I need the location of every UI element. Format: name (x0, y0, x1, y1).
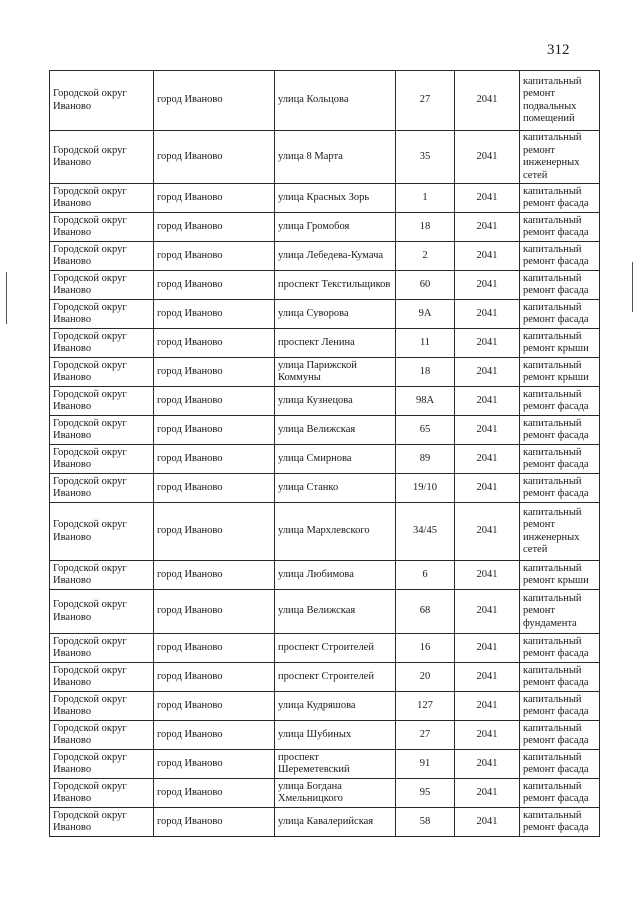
work-type-cell: капитальный ремонт фасада (520, 184, 600, 213)
locality-cell: город Иваново (154, 561, 275, 590)
locality-cell: город Иваново (154, 329, 275, 358)
house-number-cell: 95 (396, 779, 455, 808)
table-row (50, 808, 600, 837)
year-cell: 2041 (455, 358, 520, 387)
work-type-cell: капитальный ремонт фасада (520, 634, 600, 663)
house-number-cell: 91 (396, 750, 455, 779)
municipality-cell: Городской округ Иваново (50, 721, 154, 750)
table-row (50, 300, 600, 329)
work-type-cell: капитальный ремонт фасада (520, 271, 600, 300)
year-cell: 2041 (455, 474, 520, 503)
table-row (50, 663, 600, 692)
municipality-cell: Городской округ Иваново (50, 590, 154, 634)
locality-cell: город Иваново (154, 445, 275, 474)
year-cell: 2041 (455, 634, 520, 663)
house-number-cell: 58 (396, 808, 455, 837)
year-cell: 2041 (455, 300, 520, 329)
house-number-cell: 98А (396, 387, 455, 416)
municipality-cell: Городской округ Иваново (50, 184, 154, 213)
municipality-cell: Городской округ Иваново (50, 692, 154, 721)
street-cell: улица Парижской Коммуны (275, 358, 396, 387)
municipality-cell: Городской округ Иваново (50, 358, 154, 387)
work-type-cell: капитальный ремонт крыши (520, 329, 600, 358)
year-cell: 2041 (455, 271, 520, 300)
municipality-cell: Городской округ Иваново (50, 561, 154, 590)
house-number-cell: 89 (396, 445, 455, 474)
year-cell: 2041 (455, 329, 520, 358)
locality-cell: город Иваново (154, 503, 275, 561)
municipality-cell: Городской округ Иваново (50, 503, 154, 561)
table-row (50, 71, 600, 131)
locality-cell: город Иваново (154, 721, 275, 750)
house-number-cell: 1 (396, 184, 455, 213)
locality-cell: город Иваново (154, 184, 275, 213)
house-number-cell: 35 (396, 131, 455, 184)
locality-cell: город Иваново (154, 779, 275, 808)
street-cell: улица Любимова (275, 561, 396, 590)
street-cell: проспект Строителей (275, 663, 396, 692)
table-row (50, 590, 600, 634)
street-cell: улица Велижская (275, 416, 396, 445)
table-row (50, 634, 600, 663)
table-row (50, 750, 600, 779)
municipality-cell: Городской округ Иваново (50, 300, 154, 329)
locality-cell: город Иваново (154, 808, 275, 837)
table-row (50, 242, 600, 271)
year-cell: 2041 (455, 721, 520, 750)
municipality-cell: Городской округ Иваново (50, 242, 154, 271)
table-row (50, 503, 600, 561)
house-number-cell: 34/45 (396, 503, 455, 561)
work-type-cell: капитальный ремонт крыши (520, 358, 600, 387)
locality-cell: город Иваново (154, 750, 275, 779)
work-type-cell: капитальный ремонт подвальных помещений (520, 71, 600, 131)
street-cell: улица Кавалерийская (275, 808, 396, 837)
locality-cell: город Иваново (154, 213, 275, 242)
year-cell: 2041 (455, 416, 520, 445)
municipality-cell: Городской округ Иваново (50, 329, 154, 358)
work-type-cell: капитальный ремонт инженерных сетей (520, 503, 600, 561)
municipality-cell: Городской округ Иваново (50, 387, 154, 416)
table-row (50, 445, 600, 474)
street-cell: улица Кольцова (275, 71, 396, 131)
street-cell: улица Мархлевского (275, 503, 396, 561)
street-cell: улица Громобоя (275, 213, 396, 242)
work-type-cell: капитальный ремонт фасада (520, 445, 600, 474)
municipality-cell: Городской округ Иваново (50, 416, 154, 445)
table-body (50, 71, 600, 837)
work-type-cell: капитальный ремонт фасада (520, 300, 600, 329)
table-row (50, 184, 600, 213)
year-cell: 2041 (455, 750, 520, 779)
work-type-cell: капитальный ремонт фасада (520, 779, 600, 808)
year-cell: 2041 (455, 503, 520, 561)
year-cell: 2041 (455, 71, 520, 131)
street-cell: улица Шубиных (275, 721, 396, 750)
municipality-cell: Городской округ Иваново (50, 131, 154, 184)
year-cell: 2041 (455, 445, 520, 474)
work-type-cell: капитальный ремонт фасада (520, 750, 600, 779)
street-cell: проспект Строителей (275, 634, 396, 663)
house-number-cell: 127 (396, 692, 455, 721)
street-cell: улица Суворова (275, 300, 396, 329)
page-number: 312 (547, 42, 570, 58)
locality-cell: город Иваново (154, 387, 275, 416)
year-cell: 2041 (455, 131, 520, 184)
municipality-cell: Городской округ Иваново (50, 213, 154, 242)
locality-cell: город Иваново (154, 358, 275, 387)
street-cell: улица Богдана Хмельницкого (275, 779, 396, 808)
scan-edge-mark-right (632, 262, 633, 312)
locality-cell: город Иваново (154, 590, 275, 634)
locality-cell: город Иваново (154, 663, 275, 692)
table-row (50, 721, 600, 750)
street-cell: проспект Ленина (275, 329, 396, 358)
house-number-cell: 20 (396, 663, 455, 692)
street-cell: улица Лебедева-Кумача (275, 242, 396, 271)
year-cell: 2041 (455, 779, 520, 808)
street-cell: улица Кудряшова (275, 692, 396, 721)
street-cell: улица Станко (275, 474, 396, 503)
table-row (50, 213, 600, 242)
street-cell: улица Кузнецова (275, 387, 396, 416)
house-number-cell: 11 (396, 329, 455, 358)
municipality-cell: Городской округ Иваново (50, 634, 154, 663)
municipality-cell: Городской округ Иваново (50, 808, 154, 837)
municipality-cell: Городской округ Иваново (50, 750, 154, 779)
work-type-cell: капитальный ремонт фасада (520, 663, 600, 692)
house-number-cell: 27 (396, 71, 455, 131)
year-cell: 2041 (455, 242, 520, 271)
table-row (50, 131, 600, 184)
house-number-cell: 60 (396, 271, 455, 300)
municipality-cell: Городской округ Иваново (50, 71, 154, 131)
locality-cell: город Иваново (154, 692, 275, 721)
municipality-cell: Городской округ Иваново (50, 779, 154, 808)
house-number-cell: 18 (396, 213, 455, 242)
table-row (50, 474, 600, 503)
table-row (50, 779, 600, 808)
work-type-cell: капитальный ремонт фасада (520, 721, 600, 750)
table-row (50, 692, 600, 721)
year-cell: 2041 (455, 184, 520, 213)
work-type-cell: капитальный ремонт фасада (520, 387, 600, 416)
year-cell: 2041 (455, 590, 520, 634)
locality-cell: город Иваново (154, 634, 275, 663)
table-row (50, 387, 600, 416)
table-row (50, 271, 600, 300)
work-type-cell: капитальный ремонт фасада (520, 213, 600, 242)
locality-cell: город Иваново (154, 416, 275, 445)
street-cell: улица 8 Марта (275, 131, 396, 184)
year-cell: 2041 (455, 213, 520, 242)
house-number-cell: 19/10 (396, 474, 455, 503)
year-cell: 2041 (455, 692, 520, 721)
locality-cell: город Иваново (154, 242, 275, 271)
house-number-cell: 6 (396, 561, 455, 590)
locality-cell: город Иваново (154, 271, 275, 300)
house-number-cell: 27 (396, 721, 455, 750)
work-type-cell: капитальный ремонт фасада (520, 692, 600, 721)
locality-cell: город Иваново (154, 131, 275, 184)
work-type-cell: капитальный ремонт фасада (520, 242, 600, 271)
house-number-cell: 2 (396, 242, 455, 271)
locality-cell: город Иваново (154, 474, 275, 503)
house-number-cell: 9А (396, 300, 455, 329)
work-type-cell: капитальный ремонт фасада (520, 808, 600, 837)
work-type-cell: капитальный ремонт крыши (520, 561, 600, 590)
house-number-cell: 68 (396, 590, 455, 634)
street-cell: проспект Текстильщиков (275, 271, 396, 300)
municipality-cell: Городской округ Иваново (50, 445, 154, 474)
locality-cell: город Иваново (154, 71, 275, 131)
municipality-cell: Городской округ Иваново (50, 271, 154, 300)
year-cell: 2041 (455, 387, 520, 416)
municipality-cell: Городской округ Иваново (50, 474, 154, 503)
work-type-cell: капитальный ремонт фасада (520, 416, 600, 445)
year-cell: 2041 (455, 808, 520, 837)
repair-schedule-table (49, 70, 600, 837)
street-cell: улица Смирнова (275, 445, 396, 474)
municipality-cell: Городской округ Иваново (50, 663, 154, 692)
work-type-cell: капитальный ремонт фундамента (520, 590, 600, 634)
work-type-cell: капитальный ремонт инженерных сетей (520, 131, 600, 184)
scan-edge-mark-left (6, 272, 7, 324)
locality-cell: город Иваново (154, 300, 275, 329)
table-row (50, 416, 600, 445)
house-number-cell: 16 (396, 634, 455, 663)
street-cell: проспект Шереметевский (275, 750, 396, 779)
table-row (50, 329, 600, 358)
house-number-cell: 18 (396, 358, 455, 387)
year-cell: 2041 (455, 663, 520, 692)
table-row (50, 358, 600, 387)
table-row (50, 561, 600, 590)
work-type-cell: капитальный ремонт фасада (520, 474, 600, 503)
street-cell: улица Велижская (275, 590, 396, 634)
street-cell: улица Красных Зорь (275, 184, 396, 213)
year-cell: 2041 (455, 561, 520, 590)
house-number-cell: 65 (396, 416, 455, 445)
